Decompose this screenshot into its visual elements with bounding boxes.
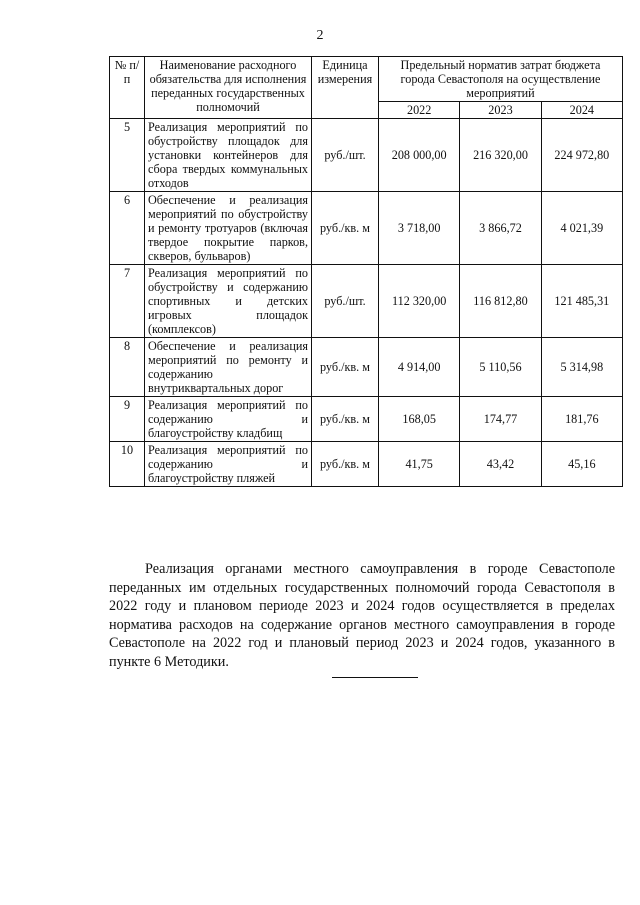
header-year-2023: 2023 (460, 102, 541, 119)
row-value-2023: 174,77 (460, 397, 541, 442)
row-value-2022: 168,05 (379, 397, 460, 442)
header-unit: Единица измерения (312, 57, 379, 119)
row-value-2023: 116 812,80 (460, 265, 541, 338)
row-value-2023: 216 320,00 (460, 119, 541, 192)
row-value-2024: 45,16 (541, 442, 622, 487)
row-name: Реализация мероприятий по содержанию и благоустройству кладбищ (145, 397, 312, 442)
row-value-2024: 181,76 (541, 397, 622, 442)
row-name: Реализация мероприятий по обустройству площадок для установки контейнеров для сбора твердых коммунальных отходов (145, 119, 312, 192)
row-number: 9 (110, 397, 145, 442)
row-name: Обеспечение и реализация мероприятий по обустройству и ремонту тротуаров (включая твердое покрытие парков, скверов, бульваров) (145, 192, 312, 265)
header-year-2024: 2024 (541, 102, 622, 119)
row-value-2024: 5 314,98 (541, 338, 622, 397)
row-unit: руб./шт. (312, 119, 379, 192)
header-year-2022: 2022 (379, 102, 460, 119)
row-value-2023: 5 110,56 (460, 338, 541, 397)
row-unit: руб./кв. м (312, 338, 379, 397)
table-row (110, 119, 623, 192)
header-number: № п/п (110, 57, 145, 119)
row-unit: руб./шт. (312, 265, 379, 338)
row-value-2022: 41,75 (379, 442, 460, 487)
row-number: 5 (110, 119, 145, 192)
table-row (110, 397, 623, 442)
header-name: Наименование расходного обязательства для исполнения переданных государственных полномочий (145, 57, 312, 119)
end-divider (332, 677, 418, 678)
row-value-2024: 121 485,31 (541, 265, 622, 338)
row-value-2023: 43,42 (460, 442, 541, 487)
row-value-2023: 3 866,72 (460, 192, 541, 265)
closing-paragraph: Реализация органами местного самоуправления в городе Севастополе переданных им отдельных государственных полномочий города Севастополя в 2022 году и плановом периоде 2023 и 2024 годов осуществляется в пределах норматива расходов на содержание органов местного самоуправления в городе Севастополе на 2022 год и плановый период 2023 и 2024 годов, указанного в пункте 6 Методики. (109, 561, 615, 670)
row-value-2022: 208 000,00 (379, 119, 460, 192)
table-row (110, 338, 623, 397)
row-number: 6 (110, 192, 145, 265)
row-unit: руб./кв. м (312, 397, 379, 442)
row-value-2022: 4 914,00 (379, 338, 460, 397)
row-value-2022: 3 718,00 (379, 192, 460, 265)
norms-table (109, 56, 623, 487)
row-number: 10 (110, 442, 145, 487)
row-name: Реализация мероприятий по содержанию и благоустройству пляжей (145, 442, 312, 487)
row-number: 7 (110, 265, 145, 338)
row-unit: руб./кв. м (312, 192, 379, 265)
header-norm: Предельный норматив затрат бюджета города Севастополя на осуществление мероприятий (379, 57, 623, 102)
table-row (110, 442, 623, 487)
row-name: Обеспечение и реализация мероприятий по ремонту и содержанию внутриквартальных дорог (145, 338, 312, 397)
row-number: 8 (110, 338, 145, 397)
row-unit: руб./кв. м (312, 442, 379, 487)
row-value-2024: 224 972,80 (541, 119, 622, 192)
page-number: 2 (316, 28, 324, 43)
row-value-2024: 4 021,39 (541, 192, 622, 265)
table-row (110, 192, 623, 265)
table-row (110, 265, 623, 338)
table-header-row (110, 57, 623, 102)
row-name: Реализация мероприятий по обустройству и содержанию спортивных и детских игровых площадок (комплексов) (145, 265, 312, 338)
row-value-2022: 112 320,00 (379, 265, 460, 338)
